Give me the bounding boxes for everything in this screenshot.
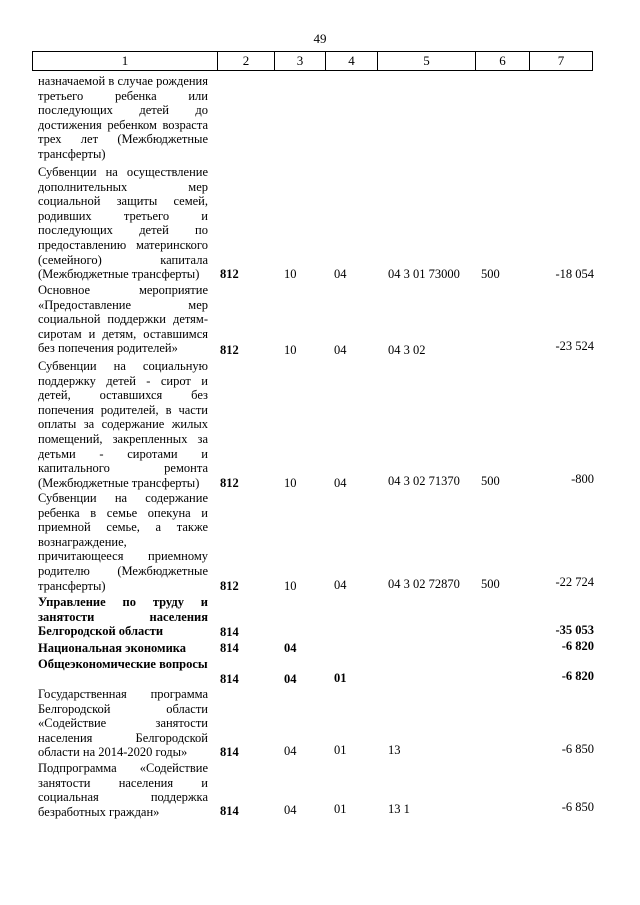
row-description: Государственная программа Белгородской области «Содействие занятости населения Белгородской области на 2014-2020 годы»	[38, 687, 208, 760]
row-sum: -6 850	[561, 742, 594, 756]
row-sum: -22 724	[555, 575, 594, 589]
row-description: Субвенции на содержание ребенка в семье опекуна и приемной семье, а также вознаграждение, причитающееся приемному родителю (Межбюджетные трансферты)	[38, 491, 208, 593]
row-razdel: 10	[284, 267, 297, 281]
row-sum: -23 524	[555, 339, 594, 353]
row-csr: 04 3 02 72870	[388, 577, 460, 591]
row-vedom: 814	[220, 641, 239, 655]
row-vedom: 814	[220, 804, 239, 818]
row-vedom: 814	[220, 672, 239, 686]
row-vr: 500	[481, 474, 500, 488]
row-description: Основное мероприятие «Предоставление мер социальной поддержки детям-сиротам и детям, оставшимся без попечения родителей»	[38, 283, 208, 356]
row-csr: 04 3 02	[388, 343, 426, 357]
row-description: назначаемой в случае рождения третьего ребенка или последующих детей до достижения ребенком возраста трех лет (Межбюджетные трансферты)	[38, 74, 208, 161]
row-vedom: 814	[220, 625, 239, 639]
row-csr: 04 3 01 73000	[388, 267, 460, 281]
row-vedom: 812	[220, 267, 239, 281]
row-csr: 04 3 02 71370	[388, 474, 460, 488]
page-number: 49	[313, 31, 327, 46]
row-csr: 13 1	[388, 802, 410, 816]
header-col-7: 7	[529, 52, 593, 70]
row-csr: 13	[388, 743, 401, 757]
header-col-1: 1	[32, 52, 217, 70]
row-podrazdel: 01	[334, 743, 347, 757]
row-podrazdel: 04	[334, 578, 347, 592]
row-razdel: 04	[284, 672, 297, 686]
header-col-6: 6	[475, 52, 529, 70]
header-col-4: 4	[325, 52, 377, 70]
row-sum: -800	[571, 472, 594, 486]
row-description: Национальная экономика	[38, 641, 187, 655]
row-vedom: 812	[220, 579, 239, 593]
row-sum: -18 054	[555, 267, 594, 281]
row-vr: 500	[481, 267, 500, 281]
row-podrazdel: 01	[334, 802, 347, 816]
header-col-5: 5	[377, 52, 475, 70]
row-razdel: 04	[284, 744, 297, 758]
row-description: Субвенции на социальную поддержку детей - сирот и детей, оставшихся без попечения родителей, в части оплаты за содержание жилых помещений, закрепленных за детьми - сиротами и капитального ремонта (Межбюджетные трансферты)	[38, 359, 208, 490]
row-vr: 500	[481, 577, 500, 591]
row-razdel: 04	[284, 803, 297, 817]
row-vedom: 812	[220, 476, 239, 490]
row-sum: -6 820	[561, 639, 594, 653]
row-podrazdel: 01	[334, 671, 347, 685]
row-description: Управление по труду и занятости населения Белгородской области	[38, 595, 208, 639]
row-vedom: 814	[220, 745, 239, 759]
row-sum: -35 053	[555, 623, 594, 637]
row-description: Субвенции на осуществление дополнительных мер социальной защиты семей, родивших третьего и последующих детей по предоставлению материнского (семейного) капитала (Межбюджетные трансферты)	[38, 165, 208, 282]
row-podrazdel: 04	[334, 267, 347, 281]
row-vedom: 812	[220, 343, 239, 357]
row-razdel: 04	[284, 641, 297, 655]
row-podrazdel: 04	[334, 476, 347, 490]
row-description: Подпрограмма «Содействие занятости населения и социальная поддержка безработных граждан»	[38, 761, 208, 819]
header-col-3: 3	[274, 52, 325, 70]
row-sum: -6 820	[561, 669, 594, 683]
row-razdel: 10	[284, 476, 297, 490]
row-sum: -6 850	[561, 800, 594, 814]
row-razdel: 10	[284, 579, 297, 593]
row-podrazdel: 04	[334, 343, 347, 357]
table-header	[32, 51, 593, 71]
header-col-2: 2	[217, 52, 274, 70]
row-razdel: 10	[284, 343, 297, 357]
row-description: Общеэкономические вопросы	[38, 657, 208, 671]
